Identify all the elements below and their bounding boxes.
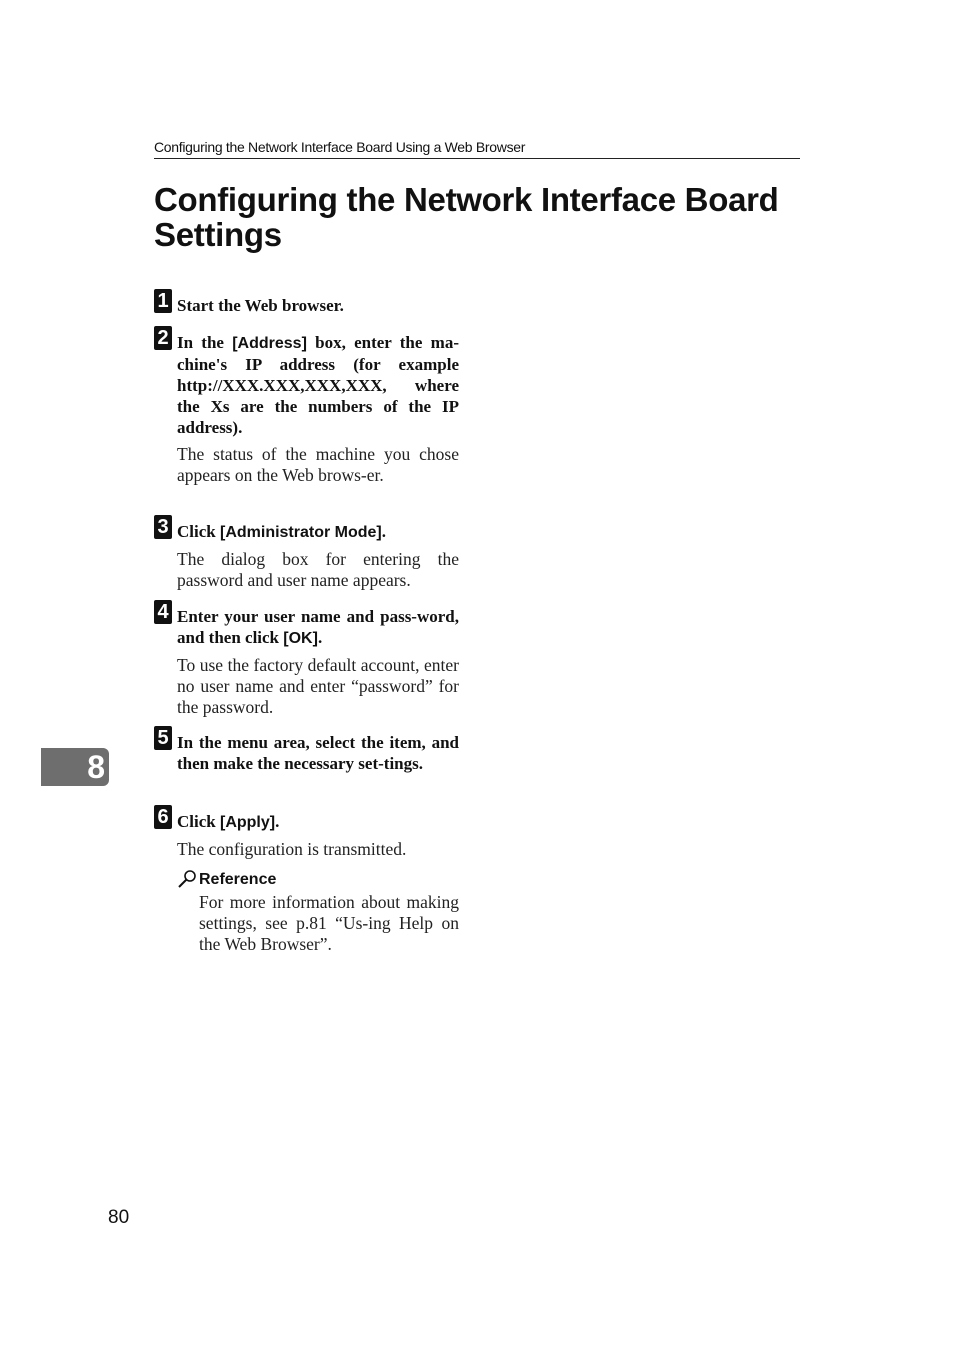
ui-label-apply: [Apply] bbox=[219, 814, 276, 831]
step-instruction: Click [Apply]. bbox=[177, 812, 280, 831]
step-number: 2 bbox=[154, 326, 172, 350]
chapter-tab bbox=[41, 748, 109, 786]
ui-label-address: [Address] bbox=[232, 335, 307, 352]
step-instruction: Enter your user name and pass-word, and then click [OK]. bbox=[177, 607, 459, 647]
step-number: 6 bbox=[154, 805, 172, 829]
reference-heading: Reference bbox=[177, 869, 459, 889]
step-6 bbox=[154, 805, 459, 860]
step-instruction: Click [Administrator Mode]. bbox=[177, 522, 387, 541]
step-instruction: In the [Address] box, enter the ma-chine's IP address (for example http://XXX.XXX,XXX,XXX, where the Xs are the numbers of the IP address). bbox=[177, 333, 459, 437]
step-5 bbox=[154, 726, 459, 774]
step-4 bbox=[154, 600, 459, 718]
ui-label-ok: [OK] bbox=[283, 630, 318, 647]
running-header: Configuring the Network Interface Board Using a Web Browser bbox=[154, 139, 800, 159]
reference-text: For more information about making settings, see p.81 “Us-ing Help on the Web Browser”. bbox=[199, 892, 459, 954]
step-description: The configuration is transmitted. bbox=[177, 839, 407, 859]
page-title: Configuring the Network Interface Board Settings bbox=[154, 181, 779, 253]
ui-label-administrator-mode: [Administrator Mode] bbox=[219, 524, 382, 541]
chapter-number: 8 bbox=[87, 749, 105, 785]
step-number: 4 bbox=[154, 600, 172, 624]
step-2 bbox=[154, 326, 459, 486]
step-number: 5 bbox=[154, 726, 172, 750]
step-instruction: In the menu area, select the item, and then make the necessary set-tings. bbox=[177, 733, 459, 773]
step-instruction: Start the Web browser. bbox=[177, 296, 344, 315]
step-number: 1 bbox=[154, 289, 172, 313]
step-1 bbox=[154, 289, 459, 316]
step-description: The dialog box for entering the password and user name appears. bbox=[177, 549, 459, 590]
step-description: The status of the machine you chose appears on the Web brows-er. bbox=[177, 444, 459, 485]
reference-note bbox=[177, 869, 459, 955]
step-3 bbox=[154, 515, 459, 591]
step-number: 3 bbox=[154, 515, 172, 539]
magnifier-icon bbox=[177, 869, 197, 889]
step-description: To use the factory default account, enter no user name and enter “password” for the password. bbox=[177, 655, 459, 717]
page-number: 80 bbox=[108, 1207, 130, 1228]
